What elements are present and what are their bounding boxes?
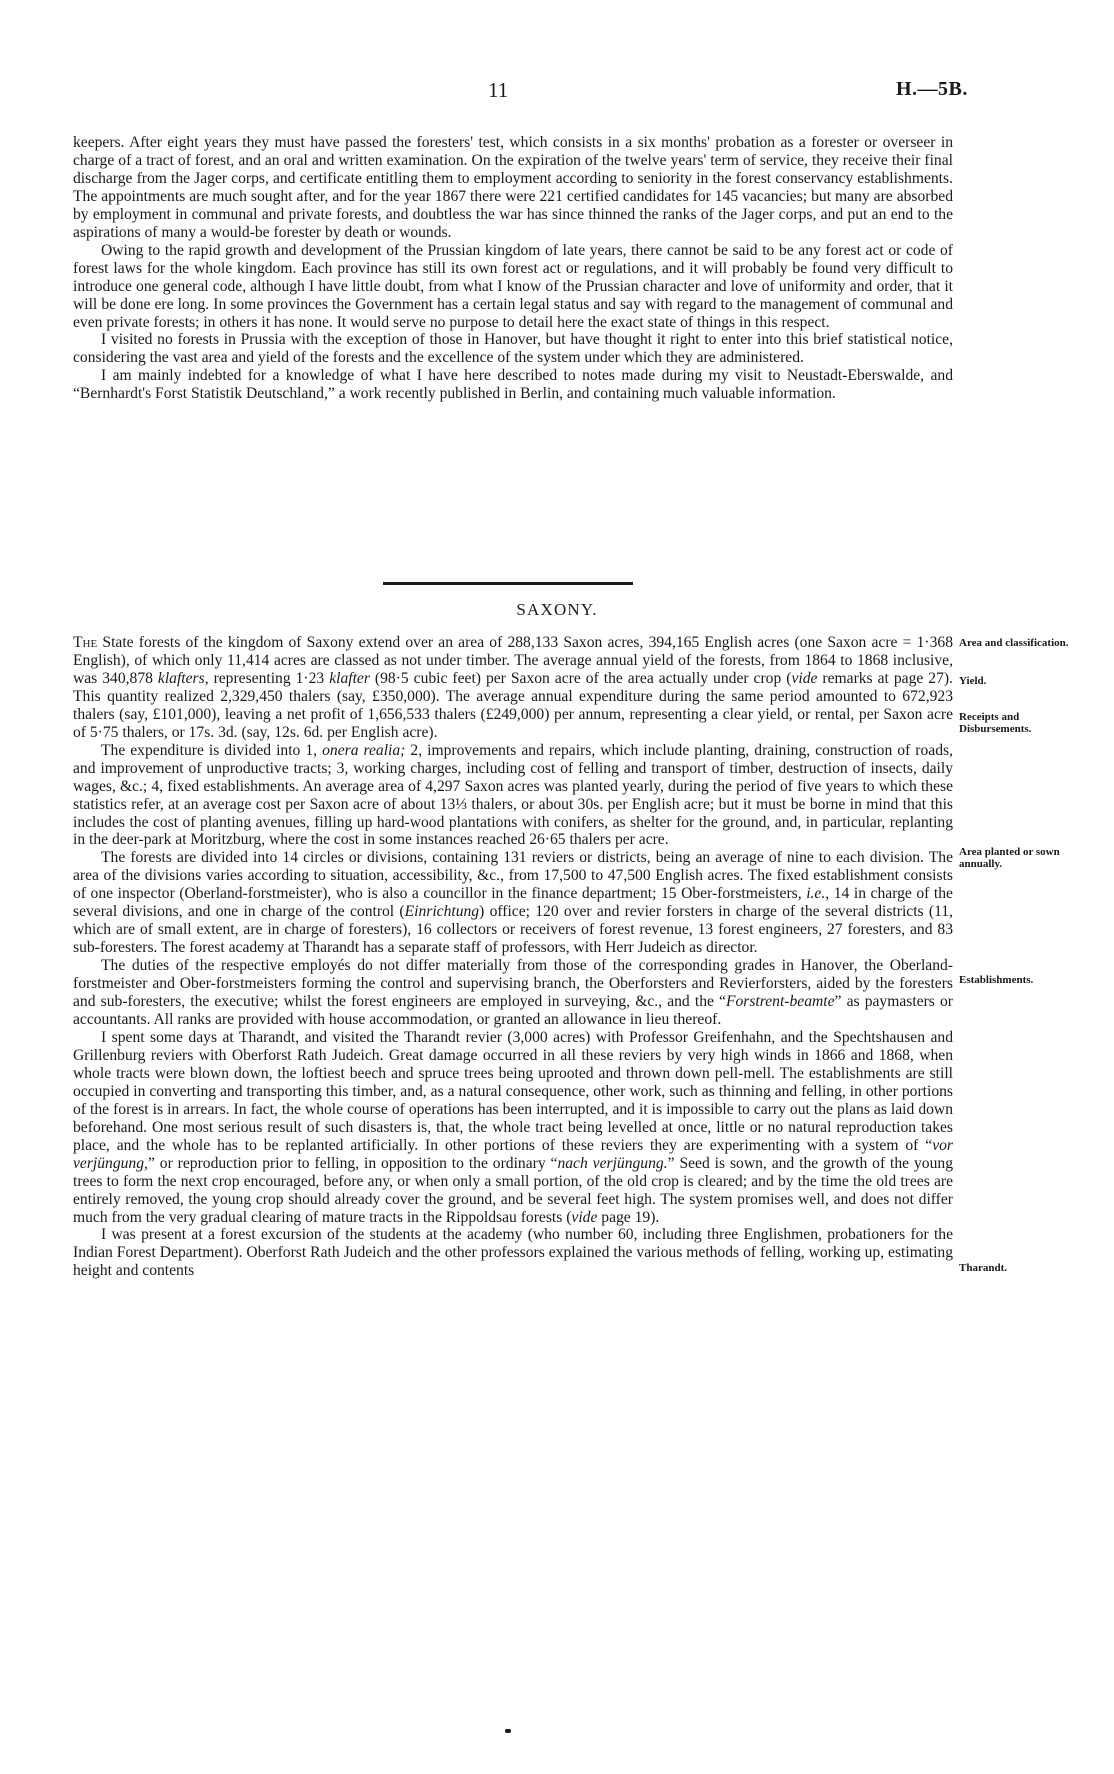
italic-term: i.e.	[806, 885, 826, 903]
page-header	[0, 78, 1114, 108]
italic-term: nach verjüngung.	[557, 1154, 668, 1172]
italic-term: klafter	[329, 669, 370, 687]
italic-term: klafters	[157, 669, 205, 687]
italic-term: vide	[791, 669, 818, 687]
paragraph-foresters-test: keepers. After eight years they must have passed the foresters' test, which consists in a six months' probation as a forester or overseer in charge of a tract of forest, and an oral and written examination. On the expiration of the twelve years' term of service, they receive their final discharge from the Jager corps, and certificate entitling them to employment according to seniority in the forest conservancy establishments. The appointments are much sought after, and for the year 1867 there were 221 certified candidates for 145 vacancies; but many are absorbed by employment in communal and private forests, and doubtless the war has since thinned the ranks of the Jager corps, and put an end to the aspirations of many a would-be forester by death or wounds.	[73, 134, 953, 241]
paragraph-saxony-area-yield	[73, 634, 953, 742]
text-run: I spent some days at Tharandt, and visited the Tharandt revier (3,000 acres) with Professor Greifenhahn, and the Spechtshausen and Grillenburg reviers with Oberforst Rath Judeich. Great damage occurred in all these reviers by very high winds in 1866 and 1868, when whole tracts were blown down, the loftiest beech and spruce trees being uprooted and thrown down pell-mell. The establishments are still occupied in converting and transporting this timber, and, as a natural consequence, other work, such as thinning and felling, in other portions of the forest is in arrears. In fact, the whole course of operations has been interrupted, and it is impossible to carry out the plans as laid down beforehand. One most serious result of such disasters is, that, the whole tract being levelled at once, little or no natural reproduction takes place, and the whole has to be replanted artificially. In other portions of these reviers they are experimenting with a system of “	[73, 1028, 953, 1154]
text-run: ” or reproduction prior to felling, in opposition to the ordinary “	[147, 1154, 558, 1172]
italic-term: Einrichtung	[404, 903, 480, 921]
text-run: (98·5 cubic feet) per Saxon acre of the area actually under crop (	[374, 669, 792, 687]
paragraph-sources: I am mainly indebted for a knowledge of what I have here described to notes made during my visit to Neustadt-Eberswalde, and “Bernhardt's Forst Statistik Deutschland,” a work recently published in Berlin, and containing much valuable information.	[73, 367, 953, 403]
margin-note-area: Area and classification.	[959, 637, 1069, 649]
section-divider	[383, 582, 633, 585]
italic-term: vide	[571, 1208, 598, 1226]
italic-term: Forstrent-beamte	[725, 993, 835, 1011]
prussia-section-continuation	[73, 134, 953, 403]
text-run: The duties of the respective employés do not differ materially from those of the corresponding grades in Hanover, the Oberland-forstmeister and Ober-forstmeisters forming the control and supervising branch, the Oberforsters and Revierforsters, aided by the foresters and sub-foresters, the executive; whilst the forest engineers are employed in surveying, &c., and the “	[73, 957, 953, 1011]
paragraph-visit-hanover: I visited no forests in Prussia with the exception of those in Hanover, but have thought it right to enter into this brief statistical notice, considering the vast area and yield of the forests and the excellence of the system under which they are administered.	[73, 331, 953, 367]
text-run: remarks at page 27). This quantity realized 2,329,450 thalers (say, £350,000). The average annual expenditure during the same period amounted to 672,923 thalers (say, £101,000), leaving a net profit of 1,656,533 thalers (£249,000) per annum, representing a clear yield, or rental, per Saxon acre of 5·75 thalers, or 17s. 3d. (say, 12s. 6d. per English acre).	[73, 669, 953, 741]
margin-note-tharandt: Tharandt.	[959, 1262, 1007, 1274]
lead-word: The	[73, 634, 98, 651]
text-run: ) office; 120 over and revier forsters in charge of the several districts (11, which are of small extent, are in charge of foresters), 16 collectors or receivers of forest revenue, 13 forest engineers, 27 foresters, and 83 sub-foresters. The forest academy at Tharandt has a separate staff of professors, with Herr Judeich as director.	[73, 903, 953, 957]
text-run: page 19).	[601, 1208, 660, 1226]
paragraph-divisions	[73, 849, 953, 957]
text-run: The forests are divided into 14 circles or divisions, containing 131 reviers or districts, being an average of nine to each division. The area of the divisions varies according to situation, accessibility, &c., from 17,500 to 47,500 English acres. The fixed establishment consists of one inspector (Oberland-forstmeister), who is also a councillor in the finance department; 15 Ober-forstmeisters,	[73, 849, 953, 903]
italic-term: onera realia;	[322, 741, 406, 759]
paragraph-prussian-forest-law: Owing to the rapid growth and development of the Prussian kingdom of late years, there cannot be said to be any forest act or code of forest laws for the whole kingdom. Each province has still its own forest act or regulations, and it will probably be found very difficult to introduce one general code, although I have little doubt, from what I know of the Prussian character and love of uniformity and order, that it will be done ere long. In some provinces the Government has a certain legal status and say with regard to the management of communal and even private forests; in others it has none. It would serve no purpose to detail here the exact state of things in this respect.	[73, 241, 953, 331]
text-run: , representing 1·23	[204, 669, 325, 687]
document-reference: H.—5B.	[896, 78, 968, 100]
paragraph-tharandt-visit	[73, 1029, 953, 1226]
margin-note-area-planted: Area planted or sown annually.	[959, 846, 1060, 870]
page-number: 11	[488, 78, 509, 102]
section-title-saxony: SAXONY.	[516, 600, 598, 619]
paragraph-forest-excursion: I was present at a forest excursion of the students at the academy (who number 60, including three Englishmen, probationers for the Indian Forest Department). Oberforst Rath Judeich and the other professors explained the various methods of felling, working up, estimating height and contents	[73, 1226, 953, 1280]
text-run: ” Seed is sown, and the growth of the young trees to form the next crop encouraged, before any, or when only a small portion, of the old crop is cleared; and by the time the old trees are entirely removed, the young crop should already cover the ground, and be several feet high. The system promises well, and does not differ much from the very gradual clearing of mature tracts in the Rippoldsau forests (	[73, 1154, 953, 1226]
text-run: The expenditure is divided into 1,	[101, 741, 318, 759]
margin-note-establishments: Establishments.	[959, 974, 1034, 986]
margin-note-receipts: Receipts and Disbursements.	[959, 711, 1032, 735]
text-run: ” as paymasters or accountants. All ranks are provided with house accommodation, or granted an allowance in lieu thereof.	[73, 993, 953, 1029]
margin-note-yield: Yield.	[959, 675, 987, 687]
text-run: , 14 in charge of the several divisions, and one in charge of the control (	[73, 885, 953, 921]
text-run: 2, improvements and repairs, which include planting, draining, construction of roads, and improvement of unproductive tracts; 3, working charges, including cost of felling and transport of timber, destruction of insects, daily wages, &c.; 4, fixed establishments. An average area of 4,297 Saxon acres was planted yearly, during the period of five years to which these statistics refer, at an average cost per Saxon acre of about 13⅓ thalers, or about 30s. per English acre; but it must be borne in mind that this includes the cost of planting avenues, filling up hard-wood plantations with conifers, as shelter for the ground, and, in particular, replanting in the deer-park at Moritzburg, where the cost in some instances reached 26·65 thalers per acre.	[73, 741, 953, 849]
paragraph-expenditure	[73, 742, 953, 850]
text-run: State forests of the kingdom of Saxony extend over an area of 288,133 Saxon acres, 394,165 English acres (one Saxon acre = 1·368 English), of which only 11,414 acres are classed as not under timber. The average annual yield of the forests, from 1864 to 1868 inclusive, was 340,878	[73, 634, 953, 687]
page-footer-mark	[505, 1729, 511, 1733]
italic-term: vor verjüngung,	[73, 1136, 953, 1172]
saxony-section	[73, 634, 953, 1280]
paragraph-duties	[73, 957, 953, 1029]
